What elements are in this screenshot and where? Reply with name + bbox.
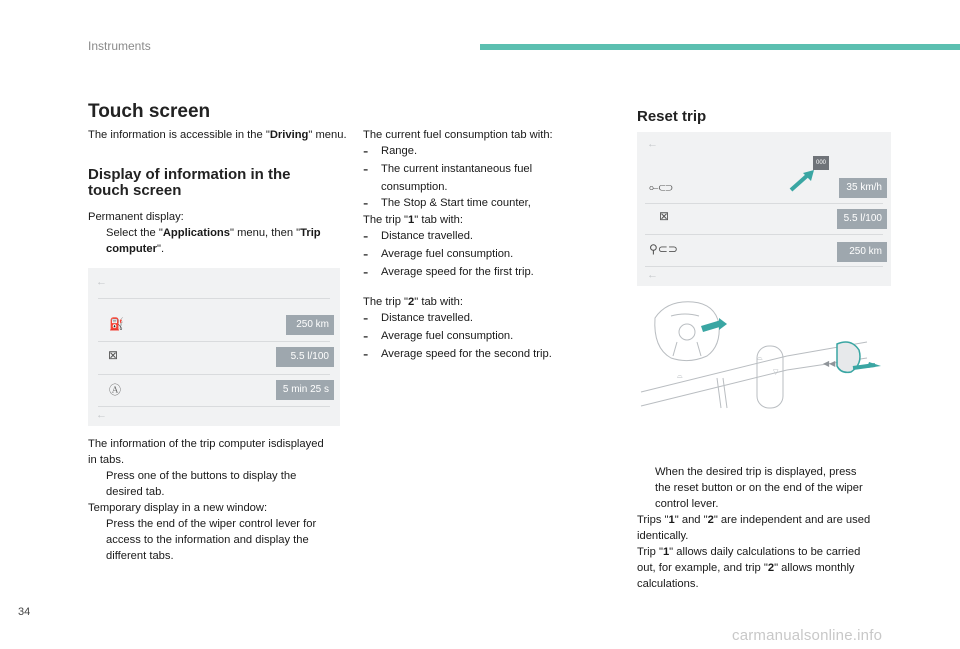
- page-title: Touch screen: [88, 101, 211, 122]
- speed-car-icon: ⟜⊂⊃: [649, 180, 673, 194]
- distance-value: 250 km: [837, 242, 887, 262]
- distance-car-icon: ⚲⊂⊃: [649, 242, 678, 256]
- fuel-consumption-value: 5.5 l/100: [837, 209, 887, 229]
- page-number: 34: [18, 606, 31, 618]
- reset-instructions: When the desired trip is displayed, press the reset button or on the end of the wiper control lever. Trips "1" and "2" are independent and are used identically. Trip "1" allows daily calculations to be carried out, for example, and trip "2" allows monthly calculations.: [637, 466, 871, 590]
- watermark: carmanualsonline.info: [732, 627, 883, 644]
- fuel-pump-icon: ⛽: [109, 317, 124, 331]
- stop-start-time-value: 5 min 25 s: [276, 380, 334, 400]
- back-arrow-icon: ←: [96, 276, 107, 288]
- intro-text: The information is accessible in the "Driving" menu.: [88, 129, 347, 141]
- svg-text:⌓: ⌓: [677, 373, 683, 380]
- reset-trip-title: Reset trip: [637, 108, 707, 125]
- trip1-tab-text: The trip "1" tab with: - Distance travelled. - Average fuel consumption. - Average speed for the first trip.: [363, 214, 534, 281]
- tabs-instructions: The information of the trip computer isdisplayed in tabs. Press one of the buttons to display the desired tab. Temporary display in a new window: Press the end of the wiper control lever for access to the information and display the different tabs.: [88, 438, 324, 562]
- current-tab-text: The current fuel consumption tab with: - Range. - The current instantaneous fuel consumption. - The Stop & Start time counter,: [363, 129, 553, 212]
- fuel-consumption-value: 5.5 l/100: [276, 347, 334, 367]
- svg-text:▽: ▽: [773, 369, 779, 376]
- range-value: 250 km: [286, 315, 334, 335]
- display-subtitle: Display of information in the touch screen: [88, 166, 291, 199]
- permanent-display-text: Permanent display: Select the "Applications" menu, then "Trip computer".: [88, 211, 321, 255]
- reset-trip-screen: [637, 132, 891, 286]
- trip-computer-screen: [88, 268, 340, 426]
- back-arrow-icon: ←: [647, 138, 658, 150]
- average-speed-value: 35 km/h: [839, 178, 887, 198]
- reset-button-icon[interactable]: 000: [813, 156, 829, 170]
- svg-text:⌓: ⌓: [757, 355, 763, 362]
- stop-start-icon: Ⓐ: [109, 383, 122, 397]
- fuel-consumption-icon: ⊠: [659, 209, 670, 223]
- header-bar: [480, 44, 960, 50]
- arrow-pointer-icon: [787, 168, 817, 194]
- fuel-consumption-icon: ⊠: [108, 348, 119, 362]
- svg-text:◀◀: ◀◀: [823, 359, 836, 368]
- back-arrow-icon: ←: [647, 269, 658, 281]
- back-arrow-icon: ←: [96, 409, 107, 421]
- wiper-lever-illustration: [637, 296, 891, 446]
- trip2-tab-text: The trip "2" tab with: - Distance travelled. - Average fuel consumption. - Average speed for the second trip.: [363, 296, 552, 363]
- section-label: Instruments: [88, 39, 151, 53]
